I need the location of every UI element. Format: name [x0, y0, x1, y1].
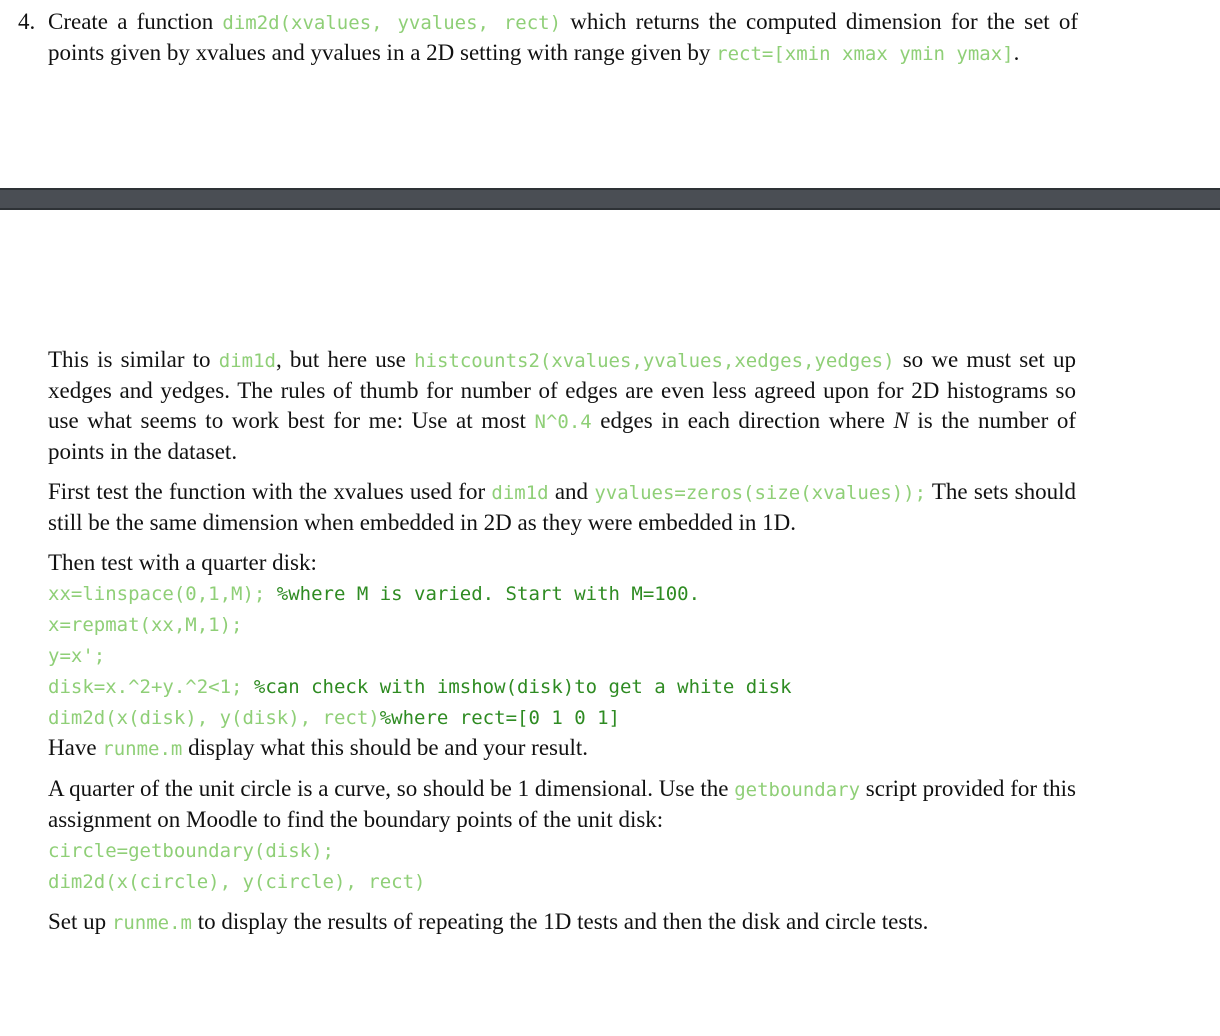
- code-text: x=repmat(xx,M,1);: [48, 614, 243, 636]
- text-run: and: [548, 479, 595, 504]
- inline-code: dim1d: [491, 482, 549, 504]
- item-number: 4.: [18, 9, 36, 34]
- inline-code: runme.m: [102, 738, 183, 760]
- text-run: .: [1013, 40, 1020, 65]
- code-line: [48, 702, 1076, 733]
- item-text: [48, 7, 1078, 69]
- math-variable: N: [893, 408, 909, 433]
- code-text: dim2d(x(circle), y(circle), rect): [48, 871, 426, 893]
- text-run: Set up: [48, 909, 112, 934]
- inline-code: runme.m: [111, 912, 192, 934]
- code-comment: %can check with imshow(disk)to get a white disk: [253, 676, 792, 698]
- inline-code: yvalues=zeros(size(xvalues));: [594, 482, 927, 504]
- paragraph-runme: [48, 907, 1076, 938]
- text-run: A quarter of the unit circle is a curve, so should be 1 dimensional. Use the: [48, 776, 735, 801]
- inline-code: getboundary: [734, 779, 861, 801]
- paragraph-histcounts2: [48, 345, 1076, 467]
- code-text: xx=linspace(0,1,M);: [48, 583, 277, 605]
- inline-code: N^0.4: [534, 411, 592, 433]
- text-run: , but here use: [275, 347, 415, 372]
- code-line: [48, 671, 1076, 702]
- code-line: [48, 578, 1076, 609]
- paragraph-first-test: [48, 477, 1076, 538]
- inline-code: histcounts2(xvalues,yvalues,xedges,yedges): [414, 350, 895, 372]
- text-run: to display the results of repeating the 1D tests and then the disk and circle tests.: [191, 909, 929, 934]
- text-run: display what this should be and your result.: [182, 735, 589, 760]
- text-run: so we must set up xedges and yedges. The rules of thumb for number of edges are even less agreed upon for 2D histograms so use what seems to work best for me: Use at most: [48, 347, 1076, 433]
- code-text: circle=getboundary(disk);: [48, 840, 334, 862]
- code-comment: %where rect=[0 1 0 1]: [379, 707, 620, 729]
- text-run: First test the function with the xvalues used for: [48, 479, 492, 504]
- text-run: The sets should still be the same dimension when embedded in 2D as they were embedded in 1D.: [48, 479, 1076, 535]
- text-run: is the number of points in the dataset.: [48, 408, 1076, 464]
- code-line: [48, 866, 1076, 897]
- text-run: edges in each direction where: [591, 408, 894, 433]
- inline-code: dim2d(xvalues, yvalues, rect): [222, 12, 562, 34]
- list-item: [18, 7, 1078, 69]
- code-comment: %where M is varied. Start with M=100.: [276, 583, 701, 605]
- task-description: [48, 345, 1076, 948]
- code-line: [48, 640, 1076, 671]
- code-text: dim2d(x(disk), y(disk), rect): [48, 707, 380, 729]
- paragraph-quarter-disk: [48, 548, 1076, 764]
- code-text: y=x';: [48, 645, 106, 667]
- code-text: disk=x.^2+y.^2<1;: [48, 676, 254, 698]
- text-run: which returns the computed dimension for the set of points given by xvalues and yvalues in a 2D setting with range given by: [48, 9, 1079, 65]
- text-run: This is similar to: [48, 347, 219, 372]
- text-run: script provided for this assignment on Moodle to find the boundary points of the unit disk:: [48, 776, 1077, 832]
- code-line: [48, 835, 1076, 866]
- task-item-4: [18, 7, 1078, 69]
- page-divider: [0, 188, 1220, 210]
- inline-code: rect=[xmin xmax ymin ymax]: [716, 43, 1014, 65]
- text-run: Have: [48, 735, 103, 760]
- code-line: [48, 609, 1076, 640]
- paragraph-quarter-circle: [48, 774, 1076, 897]
- text-run: Create a function: [48, 9, 223, 34]
- text-run: Then test with a quarter disk:: [48, 550, 317, 575]
- inline-code: dim1d: [218, 350, 276, 372]
